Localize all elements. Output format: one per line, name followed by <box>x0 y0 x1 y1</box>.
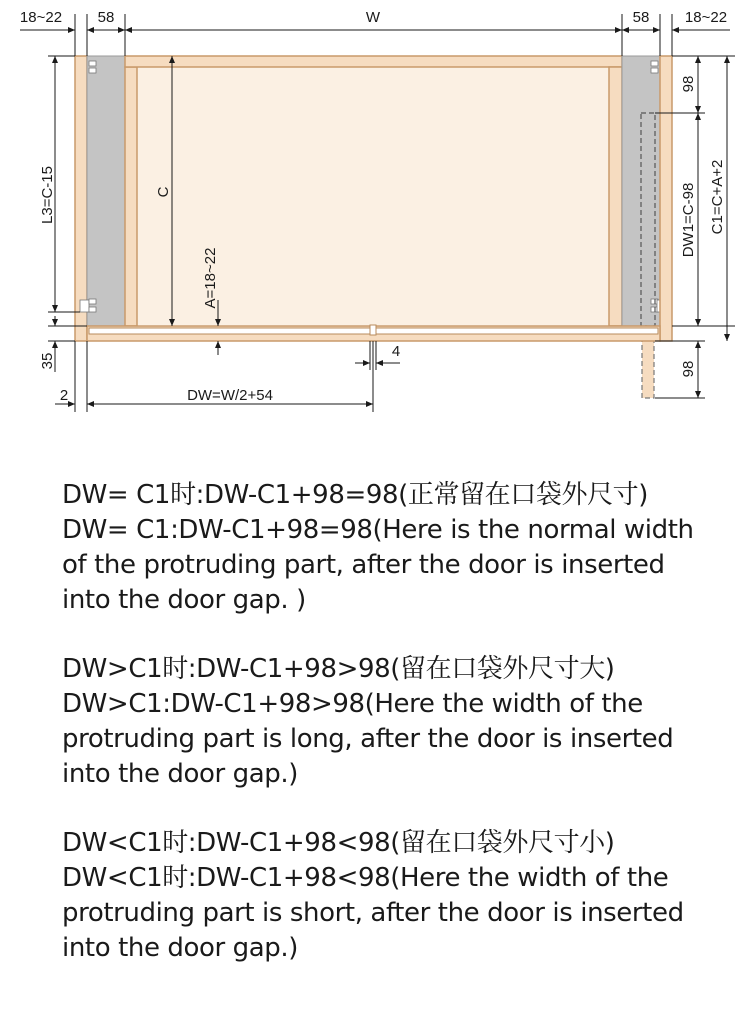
dim-panel-left: 58 <box>97 9 115 26</box>
note-line: of the protruding part, after the door is inserted <box>62 550 665 580</box>
note-less <box>62 826 732 966</box>
left-hinge-top <box>89 61 96 66</box>
note-line: DW<C1时:DW-C1+98<98(留在口袋外尺寸小) <box>62 828 615 858</box>
right-inner-door <box>609 67 622 326</box>
dim-a: A=18~22 <box>202 247 219 309</box>
dim-dw1: DW1=C-98 <box>680 182 697 258</box>
dim-4: 4 <box>391 343 401 360</box>
right-hinge-top <box>651 61 658 66</box>
dim-width: W <box>365 9 381 26</box>
left-hinge-bottom <box>80 300 89 312</box>
note-line: DW= C1:DW-C1+98=98(Here is the normal width <box>62 515 694 545</box>
note-line: into the door gap.) <box>62 759 299 789</box>
left-inner-door <box>125 67 137 326</box>
dim-gap-left: 18~22 <box>19 9 63 26</box>
door-gap-notch <box>370 325 376 335</box>
dim-gap-right: 18~22 <box>684 9 728 26</box>
left-hinge-top2 <box>89 68 96 73</box>
front-door-right <box>376 328 658 334</box>
left-hinge-bottom2 <box>89 299 96 304</box>
dim-c: C <box>155 186 172 198</box>
left-hinge-bottom3 <box>89 307 96 312</box>
note-line: protruding part is short, after the door is inserted <box>62 898 684 928</box>
dim-2: 2 <box>59 387 69 404</box>
dim-l3: L3=C-15 <box>39 166 56 224</box>
note-line: into the door gap. ) <box>62 585 306 615</box>
right-side-panel <box>660 56 672 341</box>
front-door-left <box>89 328 370 334</box>
right-hinge-top2 <box>651 68 658 73</box>
dim-98-top: 98 <box>680 75 697 93</box>
notes <box>62 478 732 1000</box>
dim-35: 35 <box>39 352 56 370</box>
note-line: into the door gap.) <box>62 933 299 963</box>
cabinet-diagram <box>0 0 750 430</box>
dim-c1: C1=C+A+2 <box>709 159 726 235</box>
note-greater <box>62 652 732 792</box>
note-equal <box>62 478 732 618</box>
dim-panel-right: 58 <box>632 9 650 26</box>
note-line: protruding part is long, after the door is inserted <box>62 724 674 754</box>
top-panel <box>125 56 622 67</box>
left-pocket-panel <box>87 56 125 326</box>
note-line: DW>C1:DW-C1+98>98(Here the width of the <box>62 689 643 719</box>
dim-dw: DW=W/2+54 <box>187 387 273 404</box>
dim-98-bottom: 98 <box>680 360 697 378</box>
note-line: DW<C1时:DW-C1+98<98(Here the width of the <box>62 863 669 893</box>
note-line: DW= C1时:DW-C1+98=98(正常留在口袋外尺寸) <box>62 480 649 510</box>
left-side-panel <box>75 56 87 341</box>
note-line: DW>C1时:DW-C1+98>98(留在口袋外尺寸大) <box>62 654 615 684</box>
